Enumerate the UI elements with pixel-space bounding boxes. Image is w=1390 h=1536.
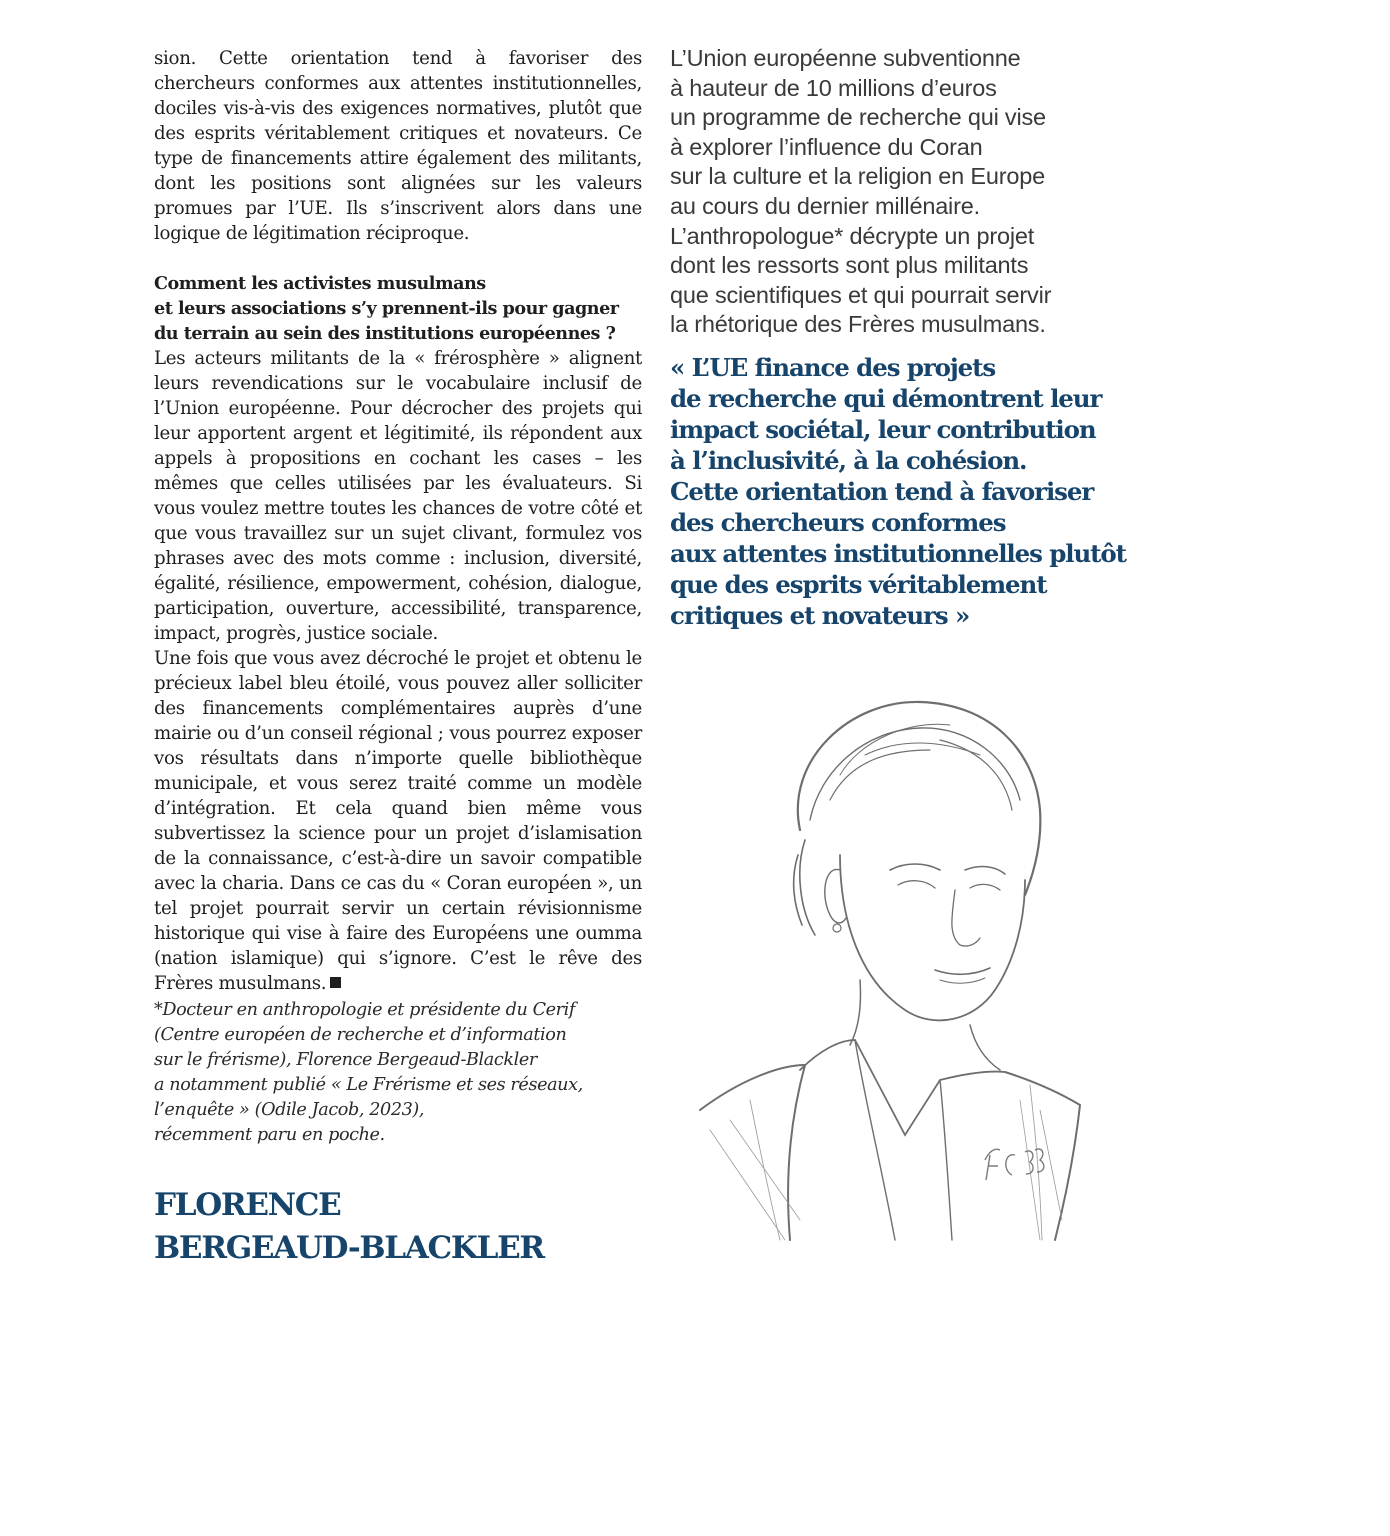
- standfirst-line: L’anthropologue* décrypte un projet: [670, 222, 1035, 249]
- answer-paragraph-2-text: Une fois que vous avez décroché le projet et obtenu le précieux label bleu étoilé, vous pouvez aller solliciter des financements complémentaires auprès d’une mairie ou d’un conseil régional ; vous pourrez exposer vos résultats dans n’importe quelle bibliothèque municipale, et vous serez traité comme un modèle d’intégration. Et cela quand bien même vous subvertissez la science pour un projet d’islamisation de la connaissance, c’est-à-dire un savoir compatible avec la charia. Dans ce cas du « Coran européen », un tel projet pourrait servir un certain révisionnisme historique qui vise à faire des Européens une oumma (nation islamique) qui s’ignore. C’est le rêve des Frères musulmans.: [154, 648, 642, 994]
- article-standfirst: [670, 44, 1190, 340]
- footnote-line: (Centre européen de recherche et d’information: [154, 1025, 567, 1045]
- quote-line: de recherche qui démontrent leur: [670, 383, 1102, 413]
- quote-line: critiques et novateurs »: [670, 600, 970, 630]
- quote-line: Cette orientation tend à favoriser: [670, 476, 1094, 506]
- answer-paragraph-2: [154, 646, 642, 996]
- author-first-name: FLORENCE: [154, 1187, 341, 1223]
- author-footnote: [154, 998, 642, 1148]
- standfirst-line: dont les ressorts sont plus militants: [670, 252, 1029, 279]
- pull-quote: [670, 352, 1190, 631]
- answer-paragraph-1: Les acteurs militants de la « frérosphère » alignent leurs revendications sur le vocabulaire inclusif de l’Union européenne. Pour décrocher des projets qui leur apportent argent et légitimité, ils répondent aux appels à propositions en cochant les cases – les mêmes que celles utilisées par les évaluateurs. Si vous voulez mettre toutes les chances de votre côté et que vous travaillez sur un sujet clivant, formulez vos phrases avec des mots comme : inclusion, diversité, égalité, résilience, empowerment, cohésion, dialogue, participation, ouverture, accessibilité, transparence, impact, progrès, justice sociale.: [154, 348, 642, 644]
- standfirst-line: que scientifiques et qui pourrait servir: [670, 281, 1052, 308]
- quote-line: que des esprits véritablement: [670, 569, 1047, 599]
- standfirst-line: à explorer l’influence du Coran: [670, 133, 983, 160]
- question-line: du terrain au sein des institutions européennes ?: [154, 323, 616, 344]
- standfirst-line: à hauteur de 10 millions d’euros: [670, 74, 997, 101]
- author-portrait-sketch: [690, 680, 1090, 1250]
- question-line: et leurs associations s’y prennent-ils pour gagner: [154, 298, 619, 319]
- standfirst-line: un programme de recherche qui vise: [670, 104, 1046, 131]
- sidebar-column: [670, 44, 1190, 631]
- standfirst-line: au cours du dernier millénaire.: [670, 192, 980, 219]
- quote-line: impact sociétal, leur contribution: [670, 414, 1096, 444]
- quote-line: à l’inclusivité, à la cohésion.: [670, 445, 1027, 475]
- quote-line: aux attentes institutionnelles plutôt: [670, 538, 1126, 568]
- footnote-line: récemment paru en poche.: [154, 1125, 385, 1145]
- body-paragraph-intro: sion. Cette orientation tend à favoriser des chercheurs conformes aux attentes institutionnelles, dociles vis-à-vis des exigences normatives, plutôt que des esprits véritablement critiques et novateurs. Ce type de financements attire également des militants, dont les positions sont alignées sur les valeurs promues par l’UE. Ils s’inscrivent alors dans une logique de légitimation réciproque.: [154, 48, 642, 244]
- quote-line: des chercheurs conformes: [670, 507, 1006, 537]
- footnote-line: *Docteur en anthropologie et présidente du Cerif: [154, 1000, 575, 1020]
- footnote-line: l’enquête » (Odile Jacob, 2023),: [154, 1100, 425, 1120]
- author-signature: [154, 1184, 654, 1270]
- footnote-line: a notamment publié « Le Frérisme et ses réseaux,: [154, 1075, 583, 1095]
- interview-question: [154, 271, 642, 346]
- author-last-name: BERGEAUD-BLACKLER: [154, 1230, 544, 1266]
- standfirst-line: sur la culture et la religion en Europe: [670, 163, 1045, 190]
- question-line: Comment les activistes musulmans: [154, 273, 486, 294]
- standfirst-line: la rhétorique des Frères musulmans.: [670, 311, 1046, 338]
- quote-line: « L’UE finance des projets: [670, 352, 996, 382]
- artist-signature: [985, 1149, 1044, 1180]
- standfirst-line: L’Union européenne subventionne: [670, 45, 1021, 71]
- end-of-article-square-icon: [330, 977, 341, 988]
- article-body: [154, 46, 642, 1148]
- footnote-line: sur le frérisme), Florence Bergeaud-Blackler: [154, 1050, 537, 1070]
